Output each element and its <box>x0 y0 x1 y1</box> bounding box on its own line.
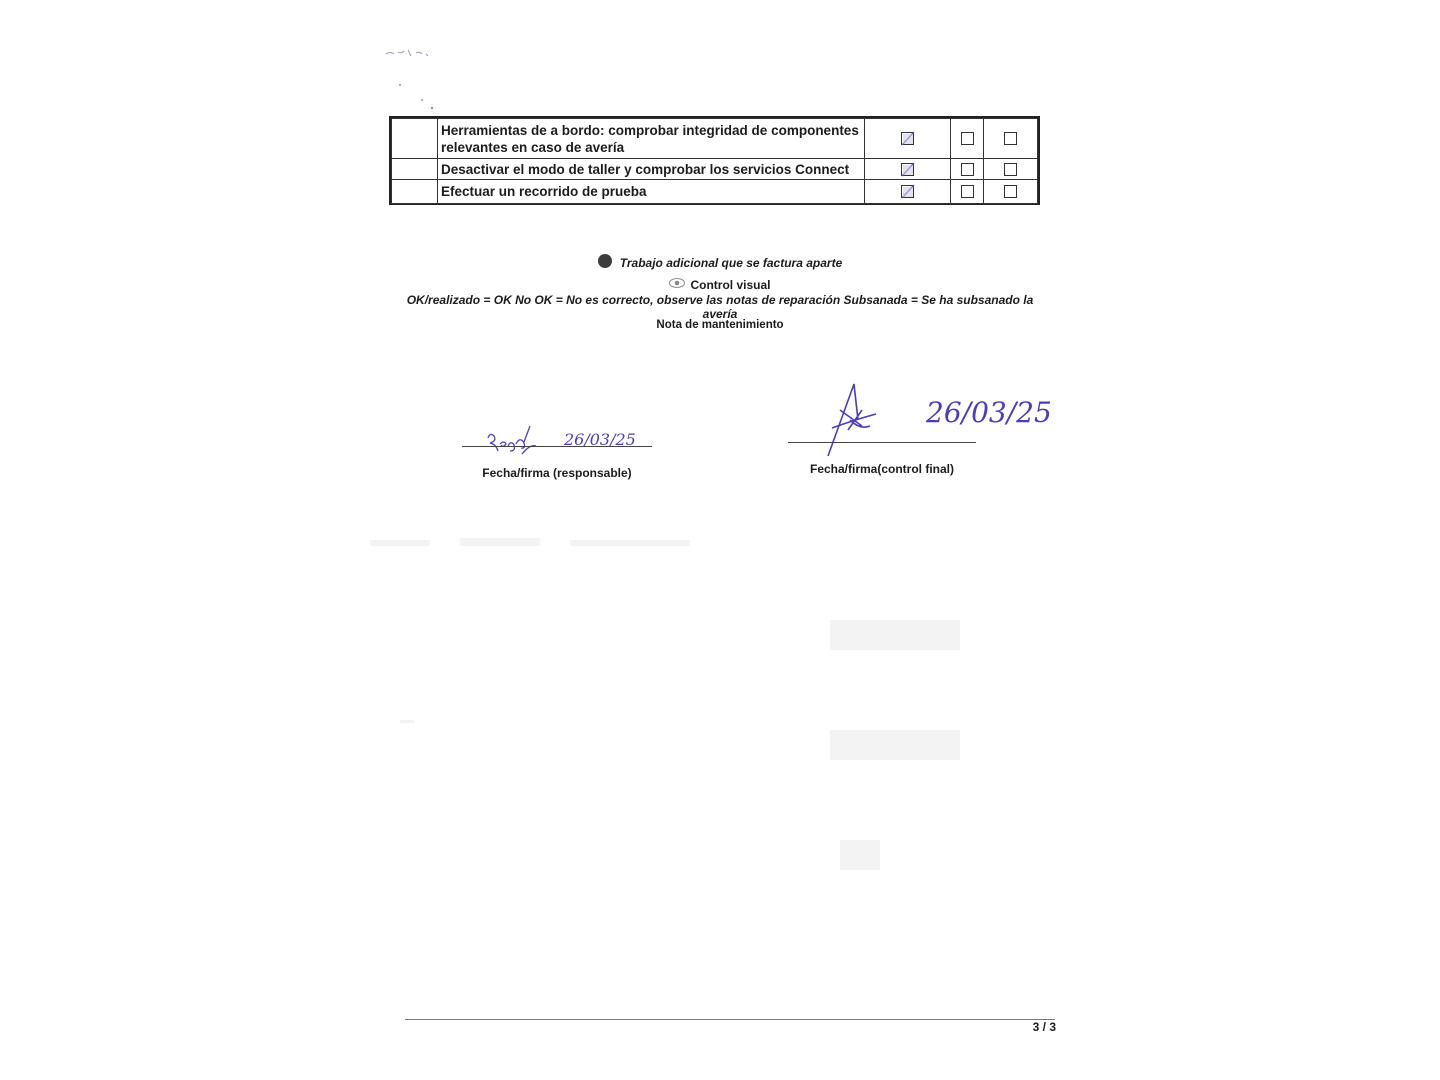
legend-extra-work <box>390 256 1050 271</box>
task-cell <box>438 119 865 159</box>
checklist-table <box>389 116 1040 205</box>
checklist-row <box>392 119 1038 159</box>
checklist-row <box>392 180 1038 204</box>
ok-checkbox[interactable] <box>901 163 914 176</box>
visual-control-label: Control visual <box>690 278 771 292</box>
legend-visual-control <box>390 278 1050 292</box>
ok-cell <box>865 159 951 180</box>
fixed-cell <box>984 159 1038 180</box>
task-cell <box>438 159 865 180</box>
nok-checkbox[interactable] <box>961 163 974 176</box>
ok-cell <box>865 119 951 159</box>
nok-checkbox[interactable] <box>961 132 974 145</box>
page-number: 3 / 3 <box>1032 1020 1056 1034</box>
checklist-row <box>392 159 1038 180</box>
final-control-signature-caption: Fecha/firma(control final) <box>809 462 955 476</box>
fixed-cell <box>984 180 1038 204</box>
footer-rule <box>405 1019 1055 1020</box>
extra-work-label: Trabajo adicional que se factura aparte <box>619 256 843 270</box>
ok-checkbox[interactable] <box>901 132 914 145</box>
task-label: Efectuar un recorrido de prueba <box>441 184 647 199</box>
nok-cell <box>951 180 984 204</box>
row-index-cell <box>392 119 438 159</box>
responsible-signature <box>484 420 544 462</box>
eye-icon <box>669 278 685 288</box>
nok-cell <box>951 159 984 180</box>
show-through-artifacts <box>370 500 1070 980</box>
task-cell <box>438 180 865 204</box>
filled-dot-icon <box>598 254 612 268</box>
responsible-signature-line <box>462 446 652 447</box>
task-label: Desactivar el modo de taller y comprobar los servicios Connect <box>441 161 850 177</box>
fixed-checkbox[interactable] <box>1004 163 1017 176</box>
legend-status-key: OK/realizado = OK No OK = No es correcto, observe las notas de reparación Subsanada = Se ha subsanado la avería <box>406 293 1034 321</box>
task-label: Herramientas de a bordo: comprobar integridad de componentes relevantes en caso de avería <box>441 122 859 155</box>
nok-checkbox[interactable] <box>961 185 974 198</box>
fixed-cell <box>984 119 1038 159</box>
fixed-checkbox[interactable] <box>1004 132 1017 145</box>
nok-cell <box>951 119 984 159</box>
responsible-signature-date: 26/03/25 <box>564 430 636 449</box>
final-control-signature-date: 26/03/25 <box>926 396 1052 429</box>
row-index-cell <box>392 180 438 204</box>
ok-cell <box>865 180 951 204</box>
responsible-signature-caption: Fecha/firma (responsable) <box>482 466 632 480</box>
row-index-cell <box>392 159 438 180</box>
final-control-signature-line <box>788 442 976 443</box>
ok-checkbox[interactable] <box>901 185 914 198</box>
scan-specks <box>380 42 470 122</box>
fixed-checkbox[interactable] <box>1004 185 1017 198</box>
final-control-signature <box>820 380 882 460</box>
maintenance-note-label: Nota de mantenimiento <box>656 319 784 331</box>
